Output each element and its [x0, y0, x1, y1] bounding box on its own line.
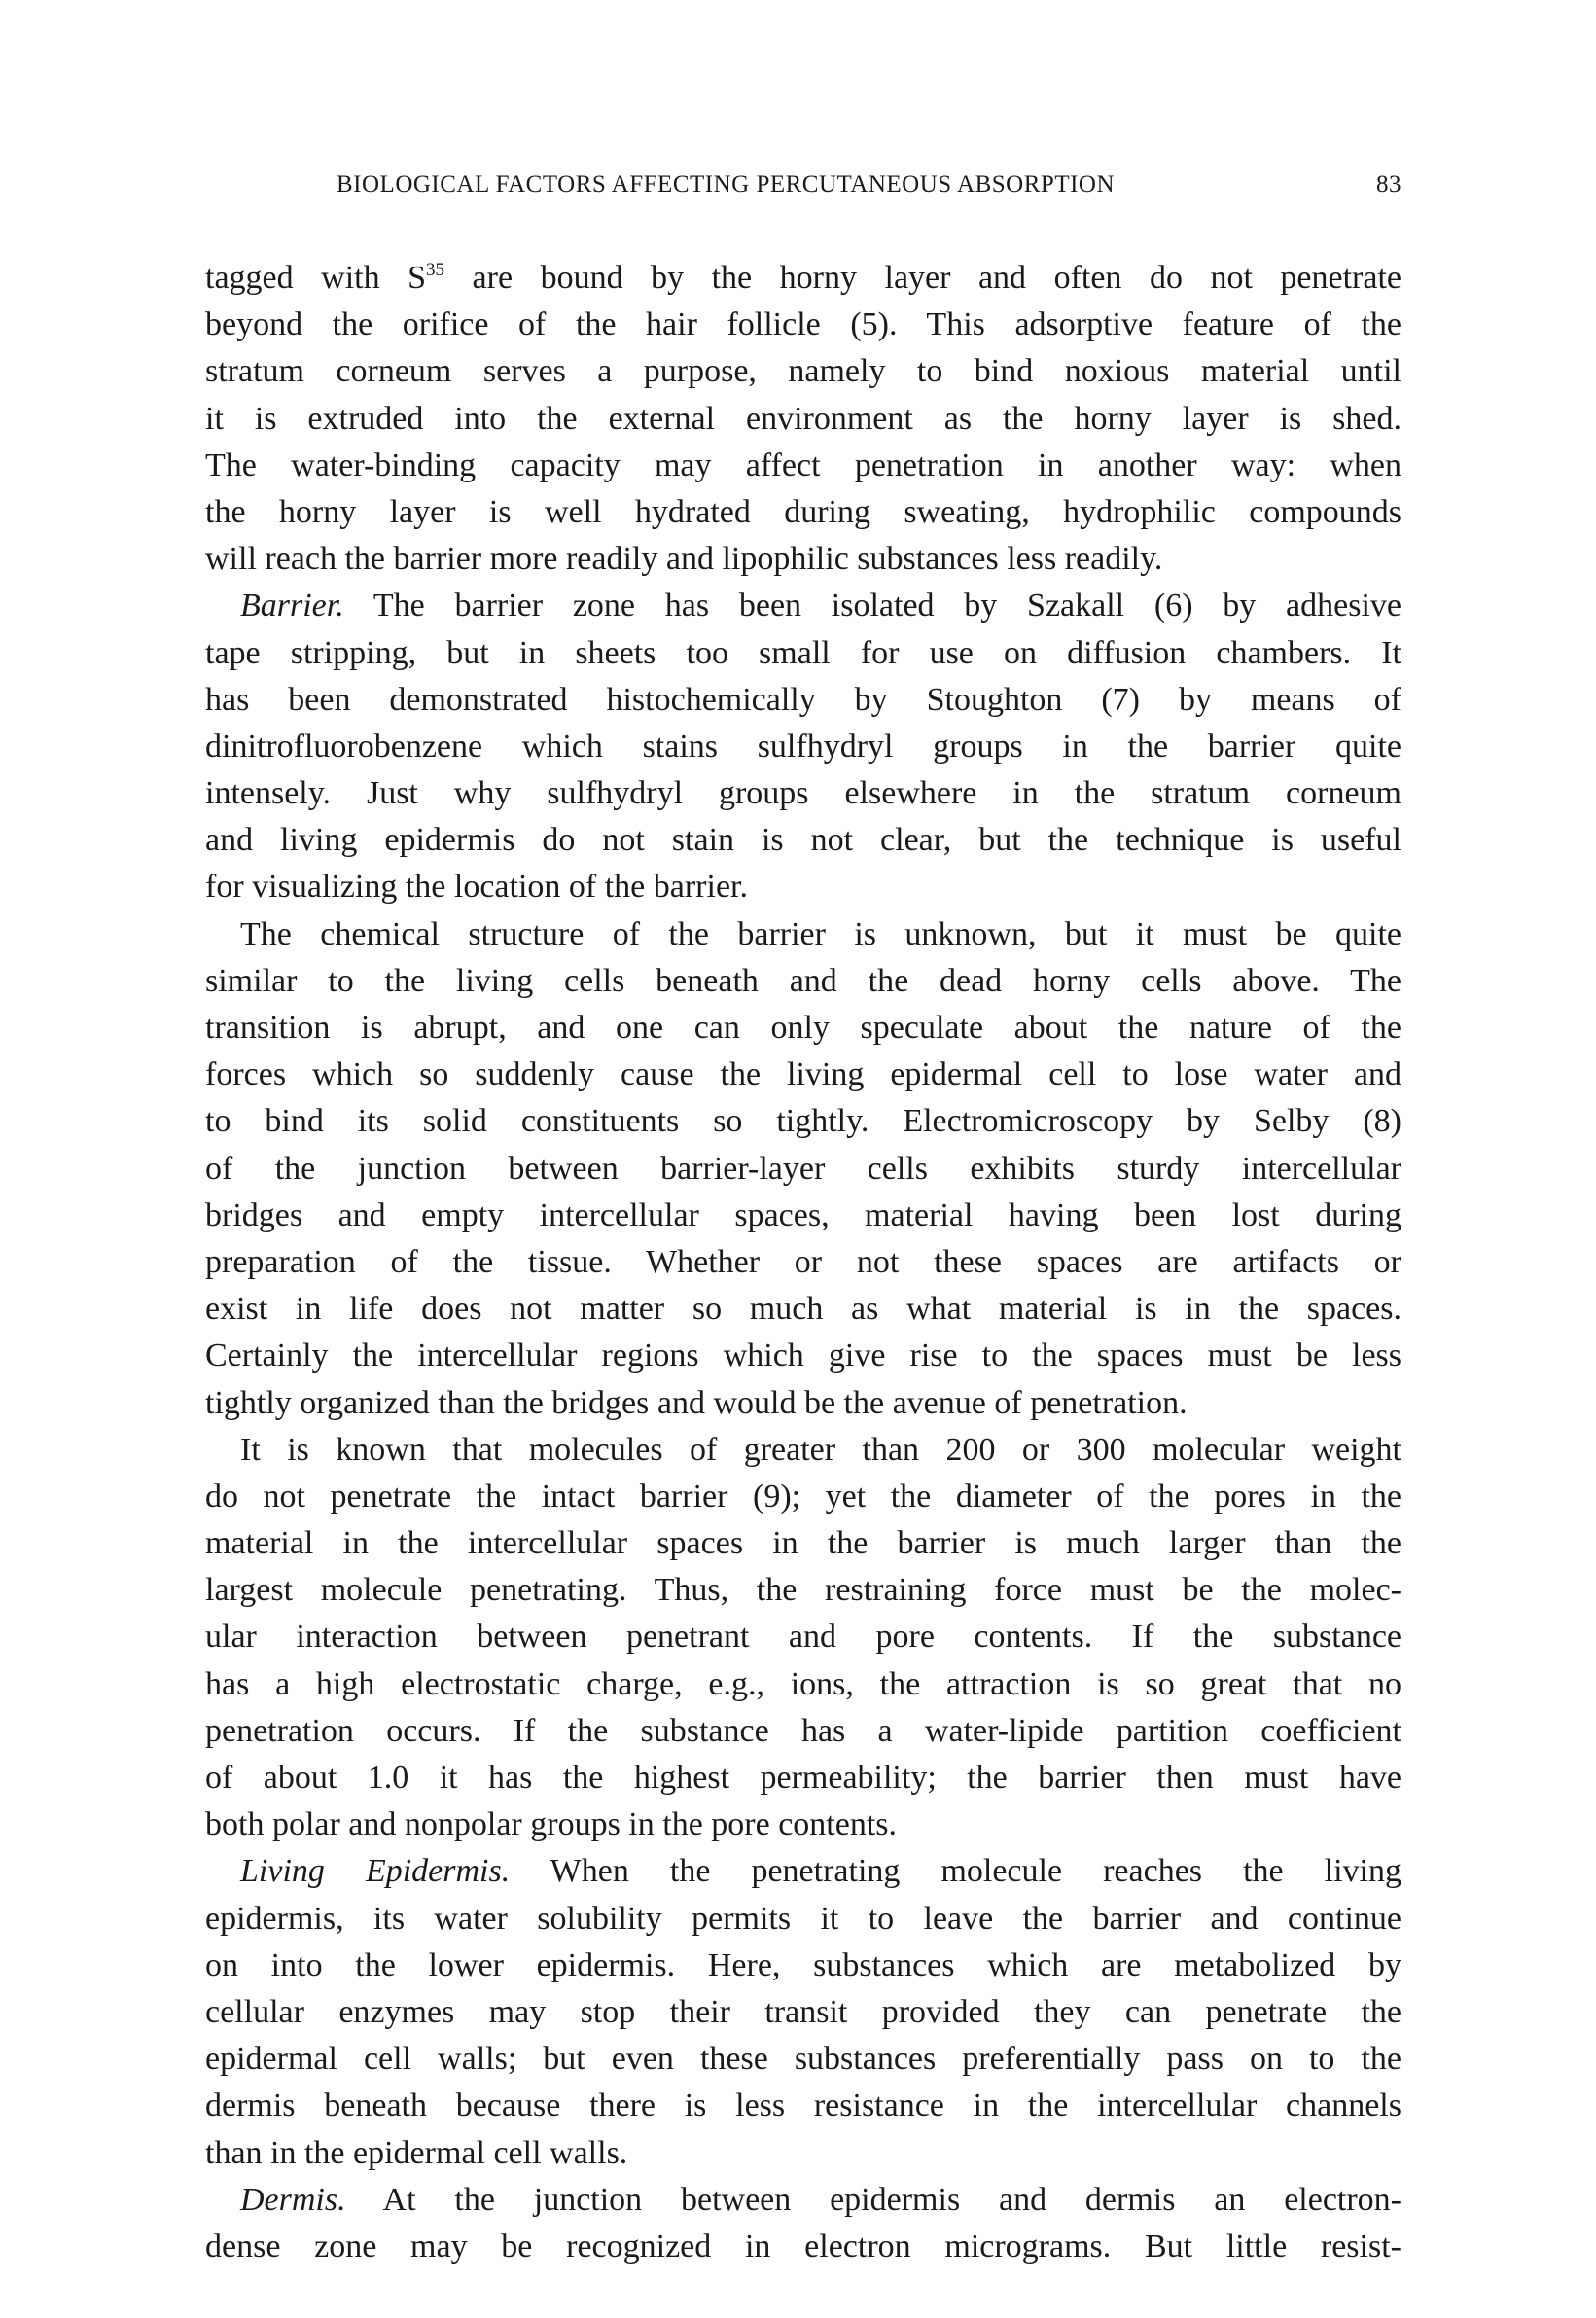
text-line: [205, 1380, 1401, 1427]
text-segment: are bound by the horny layer and often do not penetrate: [444, 260, 1402, 296]
text-segment: for visualizing the location of the barrier.: [205, 869, 748, 906]
text-segment: The water-binding capacity may affect penetration in another way: when: [205, 446, 1401, 483]
text-line: [205, 489, 1401, 536]
section-run-in-heading: Barrier.: [240, 588, 344, 624]
text-segment: the horny layer is well hydrated during sweating, hydrophilic compounds: [205, 493, 1401, 530]
text-segment: exist in life does not matter so much as what material is in the spaces.: [205, 1291, 1401, 1328]
text-segment: epidermis, its water solubility permits it to leave the barrier and continue: [205, 1900, 1401, 1937]
text-line: [205, 630, 1401, 677]
text-line: [205, 583, 1401, 629]
text-line: [205, 1193, 1401, 1239]
text-line: [205, 770, 1401, 817]
text-segment: transition is abrupt, and one can only speculate about the nature of the: [205, 1010, 1401, 1046]
text-segment: and living epidermis do not stain is not clear, but the technique is useful: [205, 822, 1401, 859]
text-line: [205, 1052, 1401, 1098]
text-line: [205, 864, 1401, 910]
text-line: [205, 1614, 1401, 1660]
text-line: [205, 2224, 1401, 2270]
text-segment: preparation of the tissue. Whether or not these spaces are artifacts or: [205, 1243, 1401, 1280]
text-segment: has been demonstrated histochemically by Stoughton (7) by means of: [205, 681, 1401, 718]
running-head: [337, 171, 1401, 204]
text-line: [205, 724, 1401, 770]
text-segment: Certainly the intercellular regions which give rise to the spaces must be less: [205, 1337, 1401, 1374]
text-line: [205, 677, 1401, 724]
text-line: [205, 396, 1401, 443]
text-line: [205, 1286, 1401, 1333]
text-segment: beyond the orifice of the hair follicle (5). This adsorptive feature of the: [205, 306, 1401, 343]
text-segment: bridges and empty intercellular spaces, material having been lost during: [205, 1196, 1401, 1233]
text-segment: When the penetrating molecule reaches the living: [510, 1853, 1401, 1890]
text-segment: largest molecule penetrating. Thus, the restraining force must be the molec-: [205, 1572, 1401, 1609]
text-line: [205, 911, 1401, 958]
running-head-title: BIOLOGICAL FACTORS AFFECTING PERCUTANEOUS ABSORPTION: [337, 171, 1116, 197]
text-segment: of about 1.0 it has the highest permeability; the barrier then must have: [205, 1760, 1401, 1796]
text-line: [205, 1661, 1401, 1708]
text-segment: material in the intercellular spaces in the barrier is much larger than the: [205, 1525, 1401, 1562]
text-line: [205, 1427, 1401, 1474]
text-line: [205, 1708, 1401, 1755]
section-run-in-heading: Living Epidermis.: [240, 1853, 511, 1890]
text-line: [205, 958, 1401, 1005]
text-segment: penetration occurs. If the substance has a water-lipide partition coefficient: [205, 1712, 1401, 1749]
text-segment: stratum corneum serves a purpose, namely to bind noxious material until: [205, 353, 1401, 390]
text-line: [205, 2177, 1401, 2224]
text-line: [205, 302, 1401, 348]
text-segment: it is extruded into the external environment as the horny layer is shed.: [205, 400, 1401, 437]
text-line: [205, 2130, 1401, 2177]
section-run-in-heading: Dermis.: [240, 2181, 346, 2218]
text-line: [205, 1239, 1401, 1286]
text-line: [205, 1146, 1401, 1193]
text-segment: do not penetrate the intact barrier (9); yet the diameter of the pores in the: [205, 1478, 1401, 1515]
text-segment: The chemical structure of the barrier is unknown, but it must be quite: [240, 915, 1401, 952]
text-line: [205, 348, 1401, 395]
text-segment: tightly organized than the bridges and would be the avenue of penetration.: [205, 1384, 1188, 1421]
text-segment: than in the epidermal cell walls.: [205, 2134, 628, 2171]
text-segment: has a high electrostatic charge, e.g., ions, the attraction is so great that no: [205, 1665, 1401, 1702]
text-line: [205, 1567, 1401, 1614]
text-segment: tape stripping, but in sheets too small for use on diffusion chambers. It: [205, 634, 1401, 671]
text-segment: intensely. Just why sulfhydryl groups elsewhere in the stratum corneum: [205, 775, 1401, 812]
text-line: [205, 1989, 1401, 2036]
text-line: [205, 817, 1401, 864]
text-segment: on into the lower epidermis. Here, substances which are metabolized by: [205, 1946, 1401, 1983]
text-line: [205, 1333, 1401, 1379]
text-segment: dinitrofluorobenzene which stains sulfhydryl groups in the barrier quite: [205, 728, 1401, 765]
text-segment: to bind its solid constituents so tightly. Electromicroscopy by Selby (8): [205, 1103, 1401, 1140]
page-number: 83: [1376, 171, 1401, 197]
body-text: [205, 255, 1401, 2270]
text-line: [205, 1755, 1401, 1801]
text-segment: cellular enzymes may stop their transit provided they can penetrate the: [205, 1993, 1401, 2030]
text-line: [205, 1098, 1401, 1145]
text-line: [205, 1848, 1401, 1895]
text-segment: epidermal cell walls; but even these substances preferentially pass on to the: [205, 2041, 1401, 2078]
text-segment: will reach the barrier more readily and lipophilic substances less readily.: [205, 541, 1163, 578]
superscript: 35: [426, 260, 445, 280]
text-line: [205, 536, 1401, 583]
text-line: [205, 255, 1401, 302]
text-line: [205, 1801, 1401, 1848]
text-segment: It is known that molecules of greater than 200 or 300 molecular weight: [240, 1431, 1401, 1468]
text-segment: At the junction between epidermis and dermis an electron-: [345, 2181, 1401, 2218]
text-segment: tagged with S: [205, 260, 427, 296]
text-segment: dermis beneath because there is less resistance in the intercellular channels: [205, 2087, 1401, 2124]
text-segment: ular interaction between penetrant and pore contents. If the substance: [205, 1619, 1401, 1656]
text-segment: similar to the living cells beneath and the dead horny cells above. The: [205, 962, 1401, 999]
text-line: [205, 1520, 1401, 1567]
text-line: [205, 1943, 1401, 1989]
text-line: [205, 2036, 1401, 2083]
text-segment: both polar and nonpolar groups in the pore contents.: [205, 1806, 898, 1843]
text-segment: The barrier zone has been isolated by Szakall (6) by adhesive: [343, 588, 1401, 624]
text-segment: forces which so suddenly cause the living epidermal cell to lose water and: [205, 1056, 1401, 1093]
text-segment: of the junction between barrier-layer cells exhibits sturdy intercellular: [205, 1150, 1401, 1187]
text-line: [205, 1005, 1401, 1052]
text-line: [205, 443, 1401, 489]
text-line: [205, 2083, 1401, 2129]
text-line: [205, 1896, 1401, 1943]
text-segment: dense zone may be recognized in electron micrograms. But little resist-: [205, 2228, 1401, 2265]
text-line: [205, 1474, 1401, 1520]
